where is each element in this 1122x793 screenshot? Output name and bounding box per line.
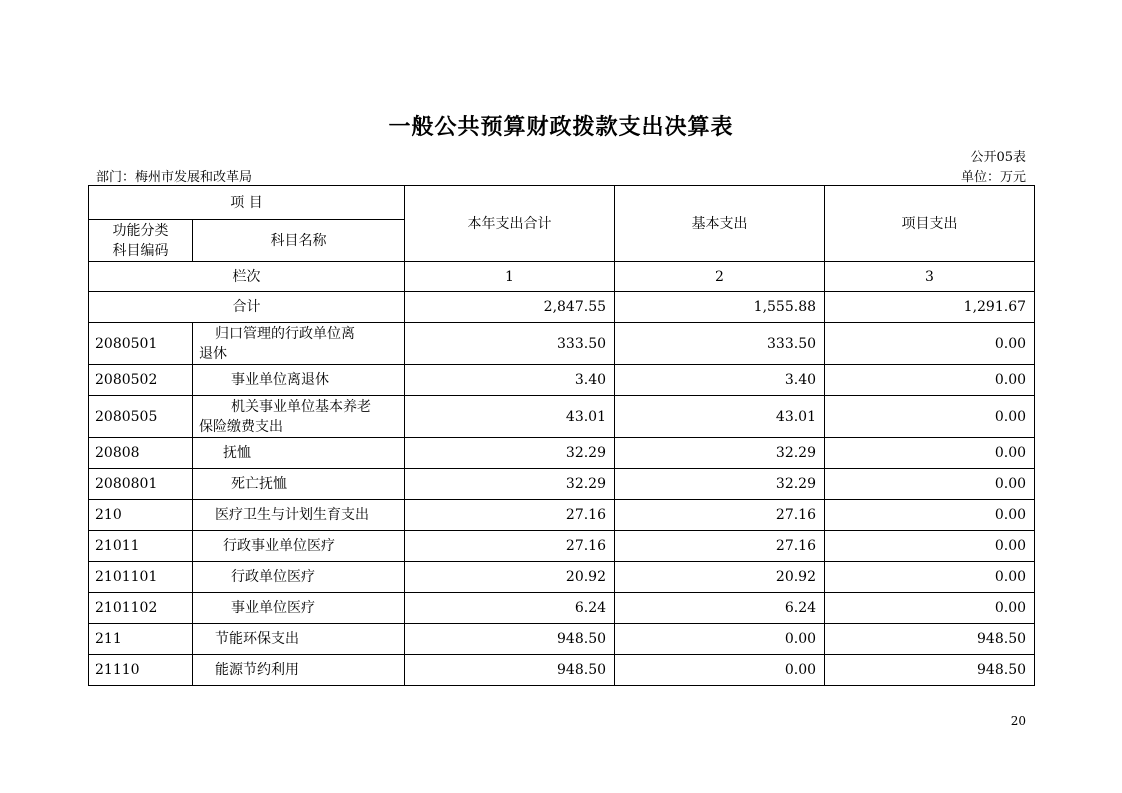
row-basic: 27.16	[615, 531, 825, 562]
row-name	[193, 396, 405, 438]
row-basic: 333.50	[615, 323, 825, 365]
header-func-code-line2: 科目编码	[112, 242, 169, 259]
row-basic: 3.40	[615, 365, 825, 396]
total-row	[89, 292, 1035, 323]
row-total: 20.92	[405, 562, 615, 593]
row-name-line2: 退休	[199, 345, 227, 362]
row-name: 医疗卫生与计划生育支出	[193, 500, 405, 531]
seq-1: 1	[405, 262, 615, 292]
header-col-basic: 基本支出	[615, 186, 825, 262]
row-name: 事业单位离退休	[193, 365, 405, 396]
row-basic: 20.92	[615, 562, 825, 593]
row-project: 0.00	[825, 396, 1035, 438]
row-name: 行政单位医疗	[193, 562, 405, 593]
table-row	[89, 500, 1035, 531]
seq-label: 栏次	[89, 262, 405, 292]
table-row	[89, 396, 1035, 438]
row-total: 948.50	[405, 624, 615, 655]
table-row	[89, 438, 1035, 469]
row-name: 死亡抚恤	[193, 469, 405, 500]
table-row	[89, 562, 1035, 593]
expenditure-table	[88, 185, 1035, 686]
row-project: 0.00	[825, 593, 1035, 624]
row-code: 2101102	[89, 593, 193, 624]
row-code: 2080501	[89, 323, 193, 365]
row-total: 27.16	[405, 531, 615, 562]
row-code: 2101101	[89, 562, 193, 593]
row-project: 948.50	[825, 624, 1035, 655]
row-project: 0.00	[825, 469, 1035, 500]
row-code: 20808	[89, 438, 193, 469]
table-row	[89, 365, 1035, 396]
header-func-code-line1: 功能分类	[112, 222, 169, 239]
row-code: 2080505	[89, 396, 193, 438]
row-code: 2080502	[89, 365, 193, 396]
department-label: 部门：梅州市发展和改革局	[96, 170, 253, 185]
table-row	[89, 323, 1035, 365]
row-project: 0.00	[825, 365, 1035, 396]
row-name: 能源节约利用	[193, 655, 405, 686]
header-col-project: 项目支出	[825, 186, 1035, 262]
row-basic: 0.00	[615, 624, 825, 655]
row-name: 行政事业单位医疗	[193, 531, 405, 562]
total-total: 2,847.55	[405, 292, 615, 323]
total-label: 合计	[89, 292, 405, 323]
row-project: 0.00	[825, 323, 1035, 365]
row-total: 32.29	[405, 438, 615, 469]
row-basic: 27.16	[615, 500, 825, 531]
row-name: 事业单位医疗	[193, 593, 405, 624]
row-basic: 43.01	[615, 396, 825, 438]
header-project: 项 目	[89, 186, 405, 220]
header-func-code	[89, 220, 193, 262]
table-row	[89, 531, 1035, 562]
seq-row	[89, 262, 1035, 292]
row-project: 948.50	[825, 655, 1035, 686]
row-name: 抚恤	[193, 438, 405, 469]
row-project: 0.00	[825, 531, 1035, 562]
row-name-line1: 归口管理的行政单位离	[215, 325, 355, 342]
row-code: 211	[89, 624, 193, 655]
header-subject-name: 科目名称	[193, 220, 405, 262]
row-project: 0.00	[825, 500, 1035, 531]
header-row-1	[89, 186, 1035, 220]
seq-2: 2	[615, 262, 825, 292]
row-basic: 32.29	[615, 438, 825, 469]
row-total: 3.40	[405, 365, 615, 396]
row-name: 节能环保支出	[193, 624, 405, 655]
form-number: 公开05表	[970, 150, 1026, 165]
document-title: 一般公共预算财政拨款支出决算表	[388, 114, 734, 140]
total-project: 1,291.67	[825, 292, 1035, 323]
row-total: 43.01	[405, 396, 615, 438]
row-code: 210	[89, 500, 193, 531]
row-total: 333.50	[405, 323, 615, 365]
row-basic: 0.00	[615, 655, 825, 686]
row-total: 948.50	[405, 655, 615, 686]
header-col-total: 本年支出合计	[405, 186, 615, 262]
row-total: 27.16	[405, 500, 615, 531]
row-name-line2: 保险缴费支出	[199, 418, 283, 435]
row-name	[193, 323, 405, 365]
row-code: 21110	[89, 655, 193, 686]
row-project: 0.00	[825, 438, 1035, 469]
row-project: 0.00	[825, 562, 1035, 593]
row-basic: 6.24	[615, 593, 825, 624]
unit-label: 单位：万元	[960, 170, 1026, 185]
total-basic: 1,555.88	[615, 292, 825, 323]
table-row	[89, 624, 1035, 655]
page-number: 20	[1010, 714, 1026, 728]
row-basic: 32.29	[615, 469, 825, 500]
seq-3: 3	[825, 262, 1035, 292]
table-row	[89, 469, 1035, 500]
table-row	[89, 593, 1035, 624]
row-total: 6.24	[405, 593, 615, 624]
row-total: 32.29	[405, 469, 615, 500]
row-name-line1: 机关事业单位基本养老	[231, 398, 371, 415]
row-code: 2080801	[89, 469, 193, 500]
row-code: 21011	[89, 531, 193, 562]
table-row	[89, 655, 1035, 686]
